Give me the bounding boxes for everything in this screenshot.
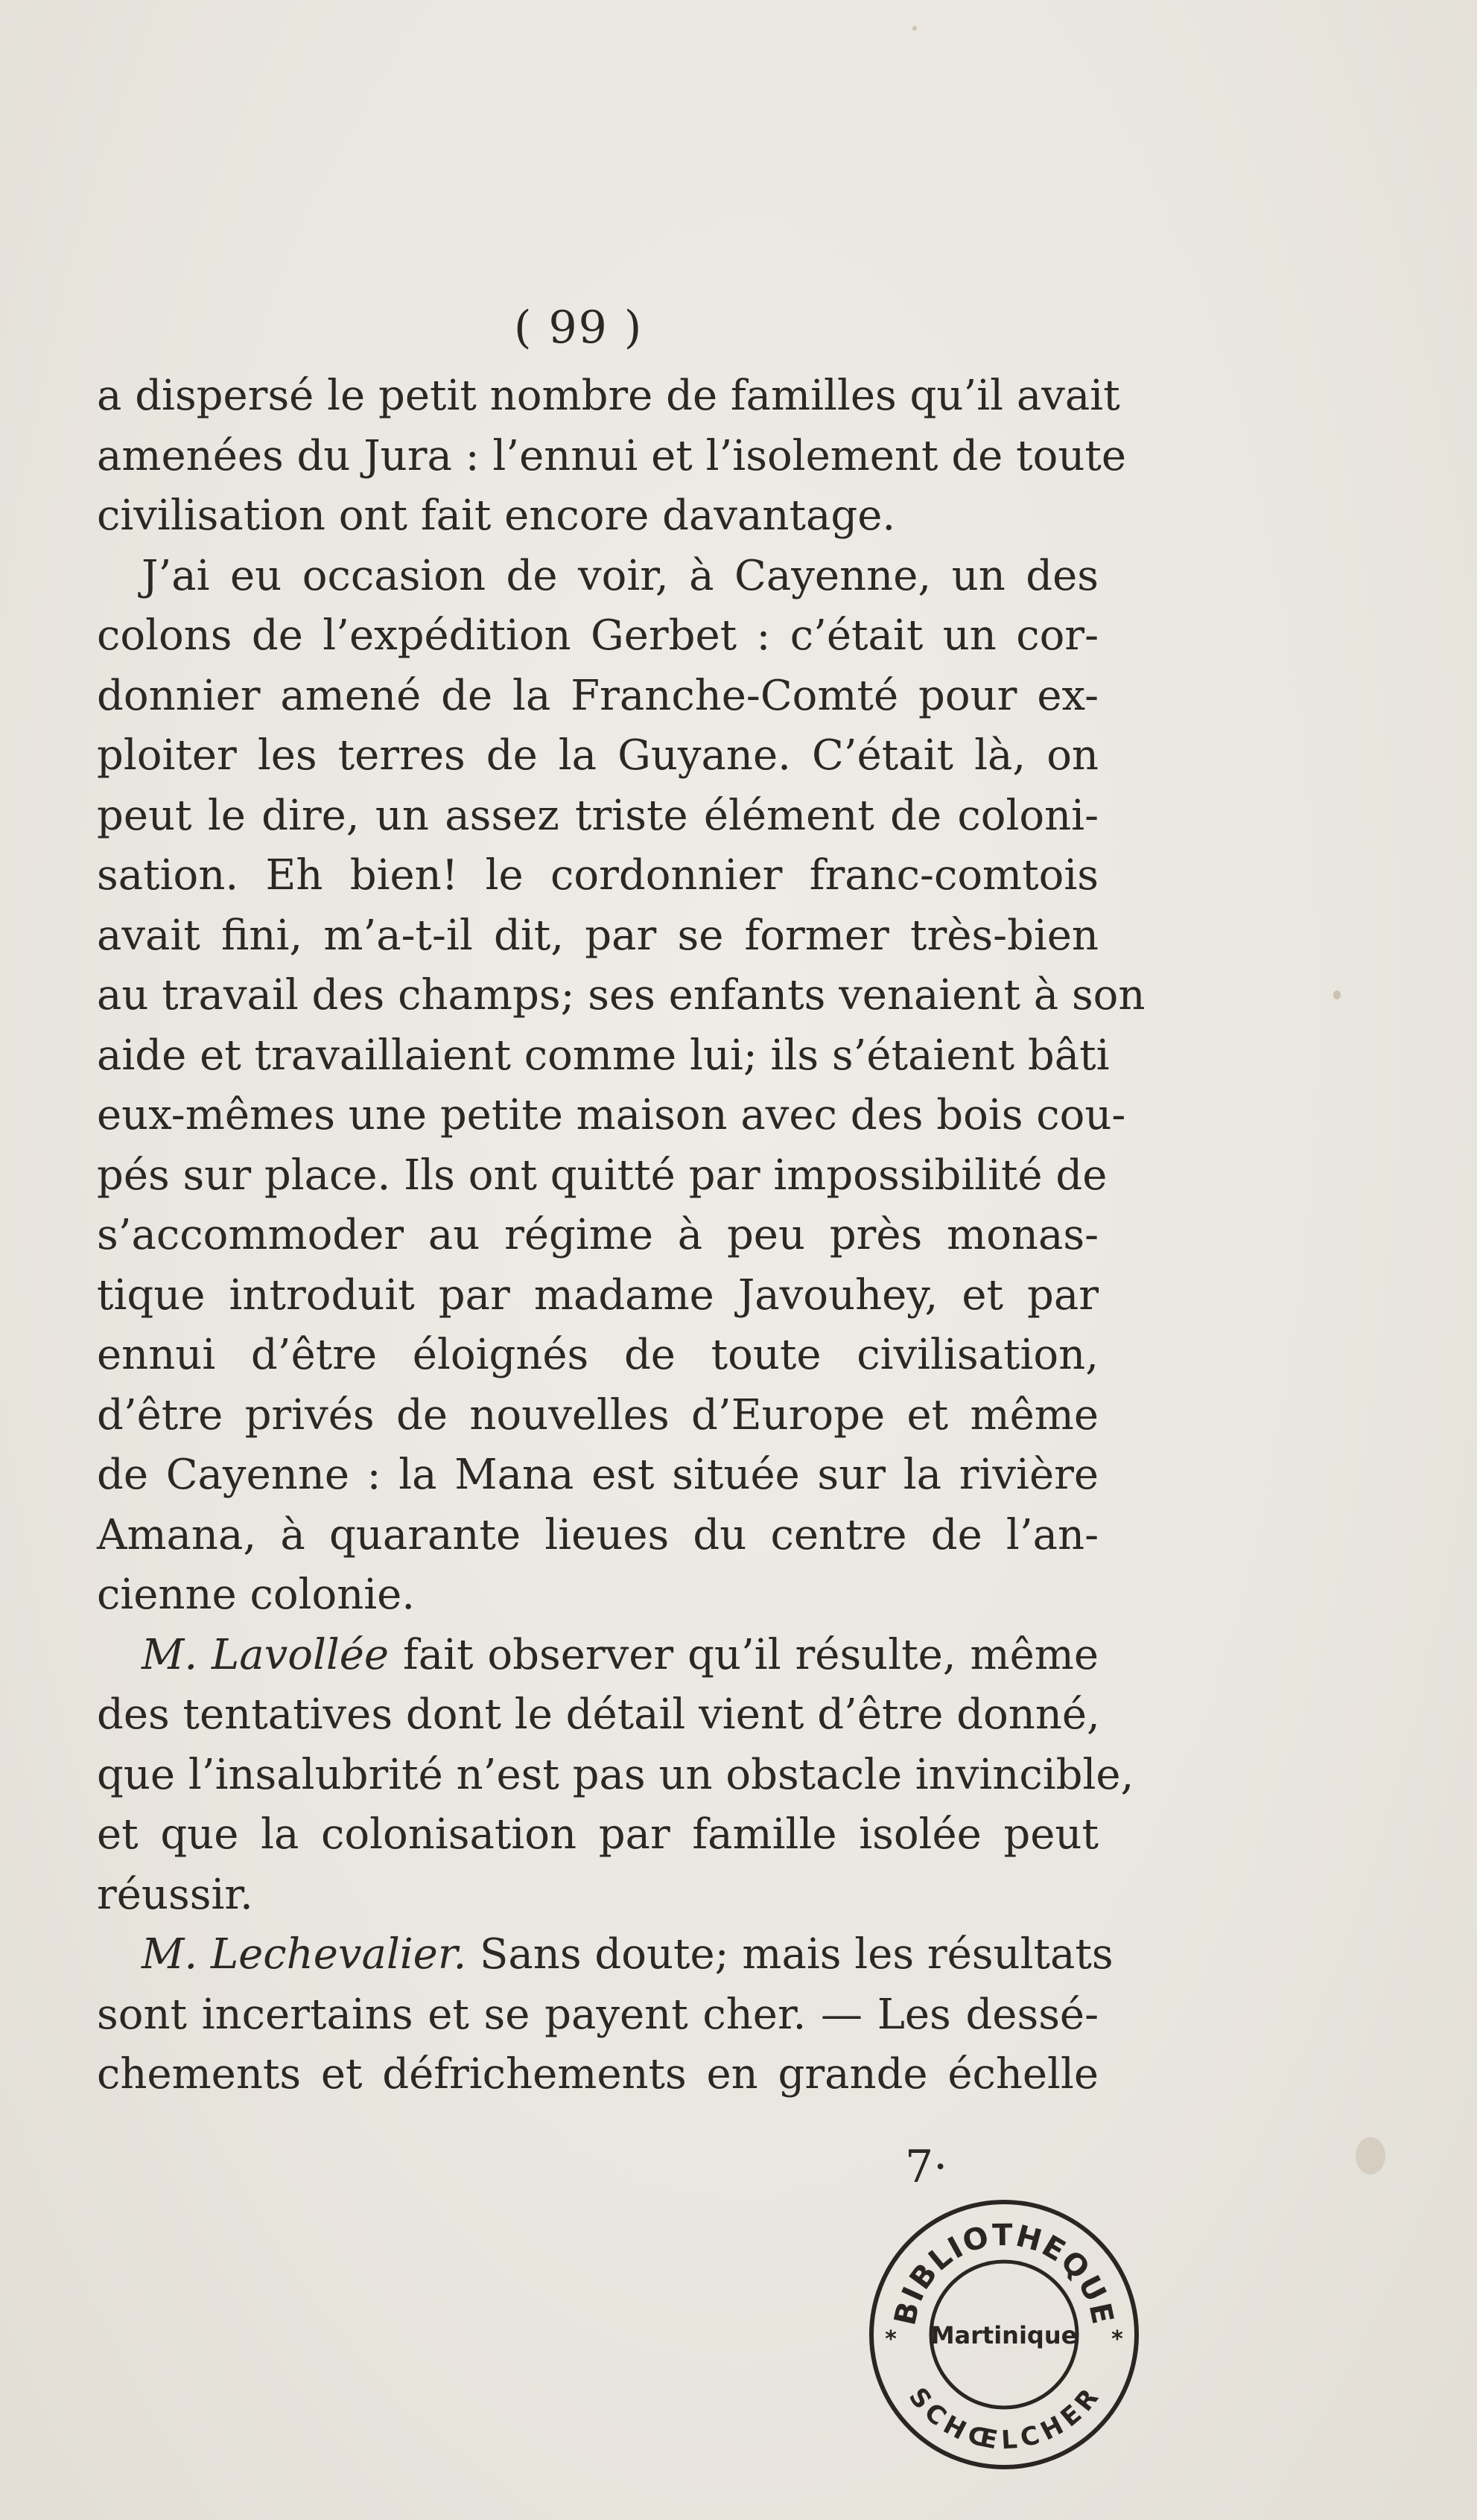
text-line: peut le dire, un assez triste élément de coloni- — [97, 791, 1099, 840]
stamp-bottom-text: SCHŒLCHER — [902, 2381, 1106, 2456]
stamp-top-text: BIBLIOTHEQUE — [888, 2218, 1120, 2329]
text-line: ennui d’être éloignés de toute civilisation, — [97, 1331, 1099, 1379]
text-line: chements et défrichements en grande échelle — [97, 2050, 1099, 2099]
text-line: a dispersé le petit nombre de familles qu’il avait — [97, 372, 1120, 420]
paper-speck — [1333, 990, 1341, 999]
stamp-star-right: * — [1111, 2326, 1123, 2352]
text-line: amenées du Jura : l’ennui et l’isolement de toute — [97, 431, 1127, 480]
speaker-text: Sans doute; mais les résultats — [466, 1930, 1114, 1979]
stamp-star-left: * — [885, 2326, 897, 2352]
text-line — [97, 1626, 1099, 1686]
text-line: colons de l’expédition Gerbet : c’était un cor- — [97, 611, 1099, 660]
text-line: ploiter les terres de la Guyane. C’était là, on — [97, 731, 1099, 780]
text-line: et que la colonisation par famille isolée peut — [97, 1810, 1099, 1859]
text-line: des tentatives dont le détail vient d’être donné, — [97, 1690, 1100, 1739]
library-stamp — [863, 2193, 1146, 2476]
text-line: de Cayenne : la Mana est située sur la rivière — [97, 1451, 1099, 1499]
text-line: eux-mêmes une petite maison avec des bois cou- — [97, 1091, 1126, 1139]
page-number: ( 99 ) — [514, 302, 644, 354]
text-line: Amana, à quarante lieues du centre de l’an- — [97, 1510, 1099, 1559]
text-line: donnier amené de la Franche-Comté pour ex- — [97, 671, 1099, 720]
text-line: sation. Eh bien! le cordonnier franc-comtois — [97, 851, 1099, 900]
signature-mark: 7· — [905, 2141, 948, 2193]
body-text — [97, 366, 1146, 2105]
paper-speck — [912, 26, 917, 31]
text-line: s’accommoder au régime à peu près monas- — [97, 1211, 1099, 1259]
speaker-text: fait observer qu’il résulte, même — [389, 1630, 1099, 1679]
text-line: J’ai eu occasion de voir, à Cayenne, un des — [142, 551, 1099, 600]
text-line: pés sur place. Ils ont quitté par impossibilité de — [97, 1151, 1108, 1200]
paper-speck — [1356, 2137, 1385, 2174]
text-line: cienne colonie. — [97, 1571, 416, 1619]
text-line: sont incertains et se payent cher. — Les dessé- — [97, 1990, 1099, 2039]
text-line: d’être privés de nouvelles d’Europe et même — [97, 1390, 1099, 1439]
text-line — [97, 1925, 1114, 1985]
text-line: avait fini, m’a-t-il dit, par se former très-bien — [97, 911, 1099, 960]
text-line: réussir. — [97, 1870, 253, 1919]
speaker-name: M. Lavollée — [142, 1630, 390, 1679]
stamp-center-text: Martinique — [930, 2321, 1078, 2349]
text-line: que l’insalubrité n’est pas un obstacle invincible, — [97, 1750, 1134, 1799]
text-line: tique introduit par madame Javouhey, et par — [97, 1270, 1099, 1320]
speaker-name: M. Lechevalier. — [142, 1930, 467, 1979]
text-line: aide et travaillaient comme lui; ils s’étaient bâti — [97, 1031, 1110, 1080]
text-line: civilisation ont fait encore davantage. — [97, 491, 896, 540]
text-line: au travail des champs; ses enfants venaient à son — [97, 971, 1146, 1019]
